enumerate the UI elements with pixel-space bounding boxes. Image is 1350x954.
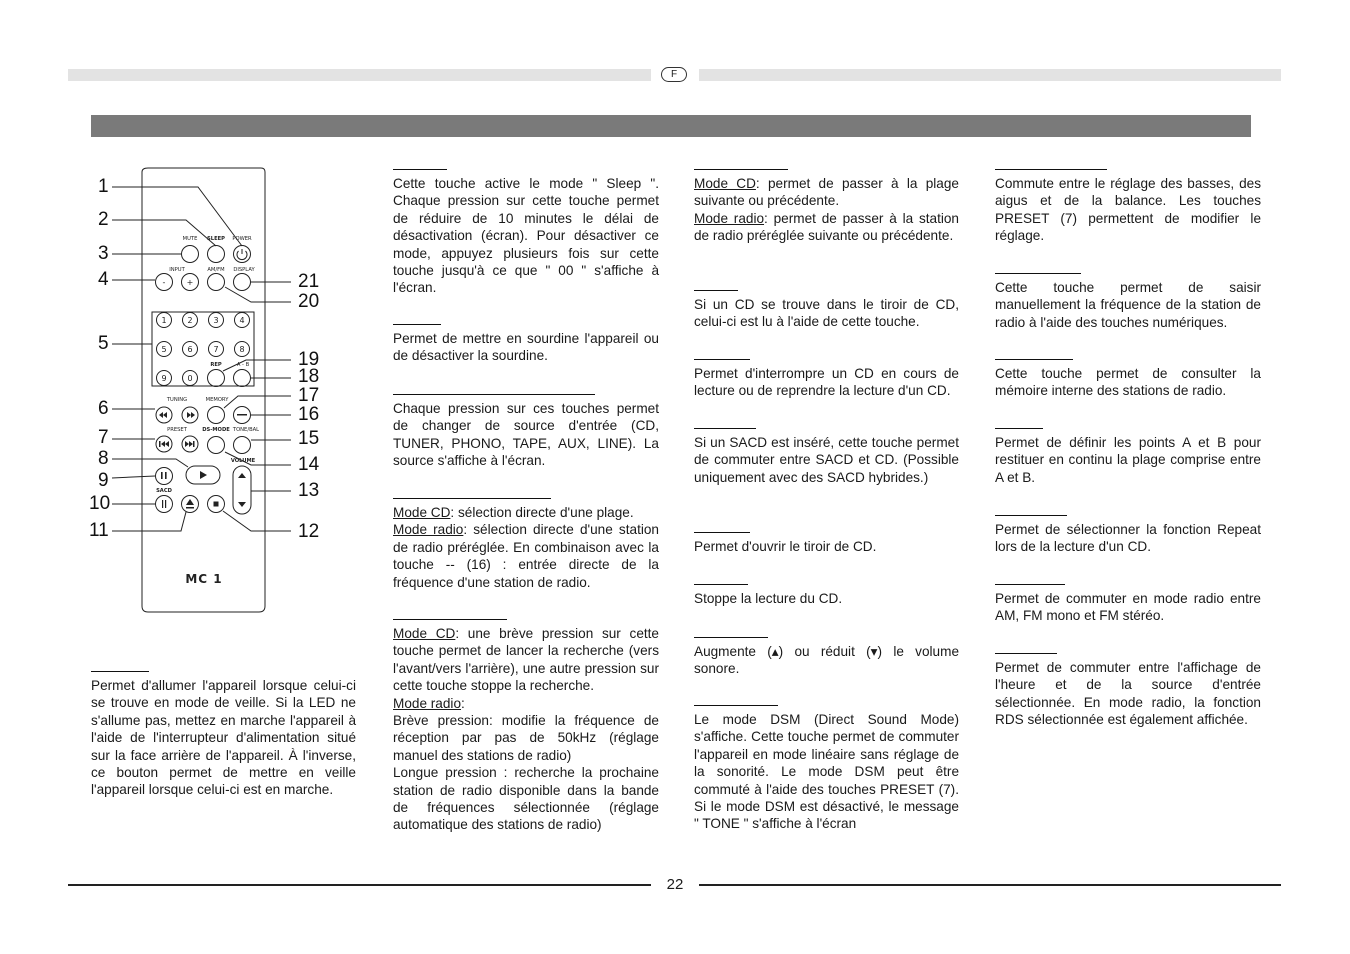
ab-description: Permet de définir les points A et B pour restituer en continu la plage comprise entre A et B. xyxy=(995,435,1261,485)
prev-track-icon xyxy=(159,441,169,447)
rewind-icon xyxy=(159,412,167,418)
digit-label: 9 xyxy=(161,374,167,383)
power-icon xyxy=(237,249,247,260)
heading-rule xyxy=(393,324,441,325)
mode-cd-label: Mode CD xyxy=(694,176,756,191)
callout-number: 5 xyxy=(98,333,109,354)
tuning-cd-desc xyxy=(393,625,659,695)
volume-up-icon xyxy=(238,473,246,478)
amfm-description: Permet de commuter en mode radio entre AM, FM mono et FM stéréo. xyxy=(995,591,1261,624)
remote-label-tonebal: TONE/BAL xyxy=(232,427,260,433)
digit-label: 7 xyxy=(213,345,219,354)
heading-rule xyxy=(393,619,507,620)
digits-cd-text: : sélection directe d'une plage. xyxy=(450,505,634,520)
rep-description: Permet de sélectionner la fonction Repeat lors de la lecture d'un CD. xyxy=(995,522,1261,555)
callout-number: 9 xyxy=(98,470,109,491)
tuning-radio-heading: Mode radio: xyxy=(393,695,465,711)
volume-section xyxy=(694,637,959,678)
digit-label: 5 xyxy=(161,345,167,354)
heading-rule xyxy=(694,428,756,429)
heading-rule xyxy=(995,515,1067,516)
mute-button xyxy=(182,246,199,263)
digit-label: 0 xyxy=(187,374,193,383)
input-description: Chaque pression sur ces touches permet de changer de source d'entrée (CD, TUNER, PHONO, TAPE, AUX, LINE). La source s'affiche à l'écran. xyxy=(393,401,659,469)
digit-label: 8 xyxy=(239,345,245,354)
callout-number: 20 xyxy=(298,291,320,312)
rep-section xyxy=(995,515,1261,556)
up-triangle-icon: ▴ xyxy=(771,644,779,659)
callout-number: 6 xyxy=(98,398,109,419)
remote-model-label: MC 1 xyxy=(185,572,223,586)
callout-number: 18 xyxy=(298,366,320,387)
header-rule-right xyxy=(699,69,1281,81)
remote-label-memory: MEMORY xyxy=(205,397,229,403)
callout-number: 2 xyxy=(98,209,109,230)
remote-label-display: DISPLAY xyxy=(233,267,255,273)
heading-rule xyxy=(393,498,551,499)
mute-description: Permet de mettre en sourdine l'appareil ou de désactiver la sourdine. xyxy=(393,331,659,364)
callout-number: 4 xyxy=(98,269,109,290)
mode-radio-label: Mode radio xyxy=(393,695,462,711)
ab-button xyxy=(234,370,251,387)
eject-icon xyxy=(186,499,194,505)
remote-label-rep: REP xyxy=(210,362,222,368)
digits-cd-desc xyxy=(393,504,659,521)
sleep-description: Cette touche active le mode " Sleep ". Chaque pression sur cette touche permet de réduire de 10 minutes le délai de désactivation (écran). Pour désactiver ce mode, appuyez plusieurs fois sur cette touche jusqu'à ce que " 00 " s'affiche à l'écran. xyxy=(393,176,659,296)
play-section xyxy=(694,290,959,331)
heading-rule xyxy=(393,169,447,170)
preset-radio-desc: Mode radio: permet de passer à la station de radio préréglée suivante ou précédente. xyxy=(694,210,959,244)
header-rule-left xyxy=(68,69,651,81)
memory-section xyxy=(995,359,1261,400)
pause-section xyxy=(694,359,959,400)
volume-down-icon xyxy=(238,502,246,507)
remote-label-ab: A - B xyxy=(236,362,250,368)
remote-label-sacd: SACD xyxy=(156,488,172,494)
minus-glyph: - xyxy=(162,278,166,287)
callout-number: 12 xyxy=(298,521,320,542)
heading-rule xyxy=(694,637,768,638)
remote-label-dsmode: DS-MODE xyxy=(202,427,230,433)
open-section xyxy=(694,532,959,555)
pause-button xyxy=(156,468,173,485)
heading-rule xyxy=(995,169,1107,170)
stop-icon xyxy=(214,502,219,507)
forward-icon xyxy=(187,412,195,418)
ab-section xyxy=(995,428,1261,486)
remote-label-tuning: TUNING xyxy=(166,397,188,403)
remote-label-amfm: AM/FM xyxy=(207,267,225,273)
heading-rule xyxy=(91,671,149,672)
display-button xyxy=(234,274,251,291)
display-description: Permet de commuter entre l'affichage de l'heure et de la source d'entrée sélectionnée. En mode radio, la fonction RDS sélectionnée est également affichée. xyxy=(995,660,1261,728)
preset-cd-desc: Mode CD: permet de passer à la plage suivante ou précédente. xyxy=(694,176,959,209)
down-triangle-icon: ▾ xyxy=(870,644,878,659)
callout-number: 8 xyxy=(98,448,109,469)
dash-glyph xyxy=(237,414,247,416)
tonebal-description: Commute entre le réglage des basses, des aigus et de la balance. Les touches PRESET (7) permettent de modifier le réglage. xyxy=(995,176,1261,244)
dsmode-button xyxy=(208,437,225,454)
callout-number: 14 xyxy=(298,454,320,475)
heading-rule xyxy=(995,653,1057,654)
amfm-section xyxy=(995,584,1261,625)
callout-number: 17 xyxy=(298,385,320,406)
remote-label-sleep: SLEEP xyxy=(207,236,225,242)
input-section xyxy=(393,394,659,470)
heading-rule xyxy=(694,290,738,291)
remote-label-volume: VOLUME xyxy=(230,458,256,464)
digit-label: 6 xyxy=(187,345,193,354)
callout-number: 10 xyxy=(89,493,111,514)
heading-rule xyxy=(694,359,750,360)
footer-rule-left xyxy=(68,884,651,886)
preset-section xyxy=(694,169,959,245)
callout-number: 19 xyxy=(298,349,320,370)
sleep-button xyxy=(208,246,225,263)
power-section xyxy=(91,671,356,799)
volume-description: Augmente (▴) ou réduit (▾) le volume sonore. xyxy=(694,644,960,677)
sleep-section xyxy=(393,169,659,297)
callout-number: 7 xyxy=(98,427,109,448)
remote-label-power: POWER xyxy=(232,236,252,242)
heading-rule xyxy=(694,532,750,533)
heading-rule xyxy=(393,394,595,395)
digit-label: 2 xyxy=(187,316,193,325)
dsmode-section xyxy=(694,705,959,833)
remote-label-mute: MUTE xyxy=(182,236,198,242)
mode-cd-label: Mode CD xyxy=(393,626,456,641)
stop-description: Stoppe la lecture du CD. xyxy=(694,591,843,606)
display-section xyxy=(995,653,1261,729)
digits-section xyxy=(393,498,659,591)
dash-section xyxy=(995,273,1261,331)
digits-radio-desc xyxy=(393,521,659,591)
digit-label: 1 xyxy=(161,316,167,325)
dash-description: Cette touche permet de saisir manuellement la fréquence de la station de radio à l'aide des touches numériques. xyxy=(995,280,1261,330)
language-badge: F xyxy=(661,67,687,82)
remote-label-preset: PRESET xyxy=(167,427,187,433)
mute-section xyxy=(393,324,659,365)
callout-number: 21 xyxy=(298,271,320,292)
callout-number: 16 xyxy=(298,404,320,425)
callout-number: 15 xyxy=(298,428,320,449)
rep-button xyxy=(208,370,225,387)
remote-label-input: INPUT xyxy=(169,267,185,273)
heading-rule xyxy=(694,705,778,706)
sacd-button xyxy=(156,496,173,513)
callout-number: 3 xyxy=(98,243,109,264)
digit-label: 4 xyxy=(239,316,245,325)
section-title-bar xyxy=(91,115,1251,137)
callout-number: 13 xyxy=(298,480,320,501)
next-track-icon xyxy=(185,441,195,447)
heading-rule xyxy=(694,169,788,170)
dsmode-description: Le mode DSM (Direct Sound Mode) s'affiche. Cette touche permet de commuter l'appareil en mode linéaire sans réglage de la sonorité. Le mode DSM peut être commuté à l'aide des touches PRESET (7). Si le mode DSM est désactivé, le message " TONE " s'affiche à l'écran xyxy=(694,712,959,832)
callout-number: 1 xyxy=(98,176,109,197)
heading-rule xyxy=(995,359,1073,360)
sacd-section xyxy=(694,428,959,486)
mode-cd-label: Mode CD xyxy=(393,505,451,520)
play-description: Si un CD se trouve dans le tiroir de CD, celui-ci est lu à l'aide de cette touche. xyxy=(694,297,959,330)
digit-label: 3 xyxy=(213,316,219,325)
mode-radio-label: Mode radio xyxy=(393,522,464,538)
power-description: Permet d'allumer l'appareil lorsque celui-ci se trouve en mode de veille. Si la LED ne s'allume pas, mettez en marche l'appareil à l'aide de l'interrupteur d'alimentation situé sur la face arrière de l'appareil. À l'inverse, ce bouton permet de mettre en veille l'appareil lorsque celui-ci est en marche. xyxy=(91,678,356,798)
heading-rule xyxy=(694,584,748,585)
heading-rule xyxy=(995,428,1043,429)
plus-glyph: + xyxy=(186,278,194,287)
play-icon xyxy=(200,471,207,479)
tuning-section xyxy=(393,619,659,834)
mode-radio-label: Mode radio xyxy=(694,210,765,226)
memory-button xyxy=(208,407,225,424)
tuning-cd-text: : une brève pression sur cette touche permet de lancer la recherche (vers l'avant/vers l'arrière), une autre pression sur cette touche stoppe la recherche. xyxy=(393,626,659,694)
heading-rule xyxy=(995,273,1081,274)
tuning-short-press: Brève pression: modifie la fréquence de réception par pas de 50kHz (réglage manuel des stations de radio) xyxy=(393,713,659,763)
tonebal-button xyxy=(234,437,251,454)
memory-description: Cette touche permet de consulter la mémoire interne des stations de radio. xyxy=(995,366,1261,399)
footer-rule-right xyxy=(699,884,1281,886)
tonebal-section xyxy=(995,169,1261,245)
stop-section xyxy=(694,584,959,607)
pause-description: Permet d'interrompre un CD en cours de lecture ou de reprendre la lecture d'un CD. xyxy=(694,366,959,399)
digits-radio-text: : sélection directe d'une station de radio préréglée. En combinaison avec la touche -- (16) : entrée directe de la fréquence d'une station de radio. xyxy=(393,522,659,590)
open-description: Permet d'ouvrir le tiroir de CD. xyxy=(694,539,877,554)
callout-number: 11 xyxy=(89,520,109,541)
sacd-description: Si un SACD est inséré, cette touche permet de commuter entre SACD et CD. (Possible uniquement avec des SACD hybrides.) xyxy=(694,435,959,485)
heading-rule xyxy=(995,584,1065,585)
page-number: 22 xyxy=(666,876,684,893)
tuning-long-press: Longue pression : recherche la prochaine station de radio disponible dans la bande de fréquences sélectionnée (réglage automatique des stations de radio) xyxy=(393,765,659,833)
amfm-button xyxy=(208,274,225,291)
